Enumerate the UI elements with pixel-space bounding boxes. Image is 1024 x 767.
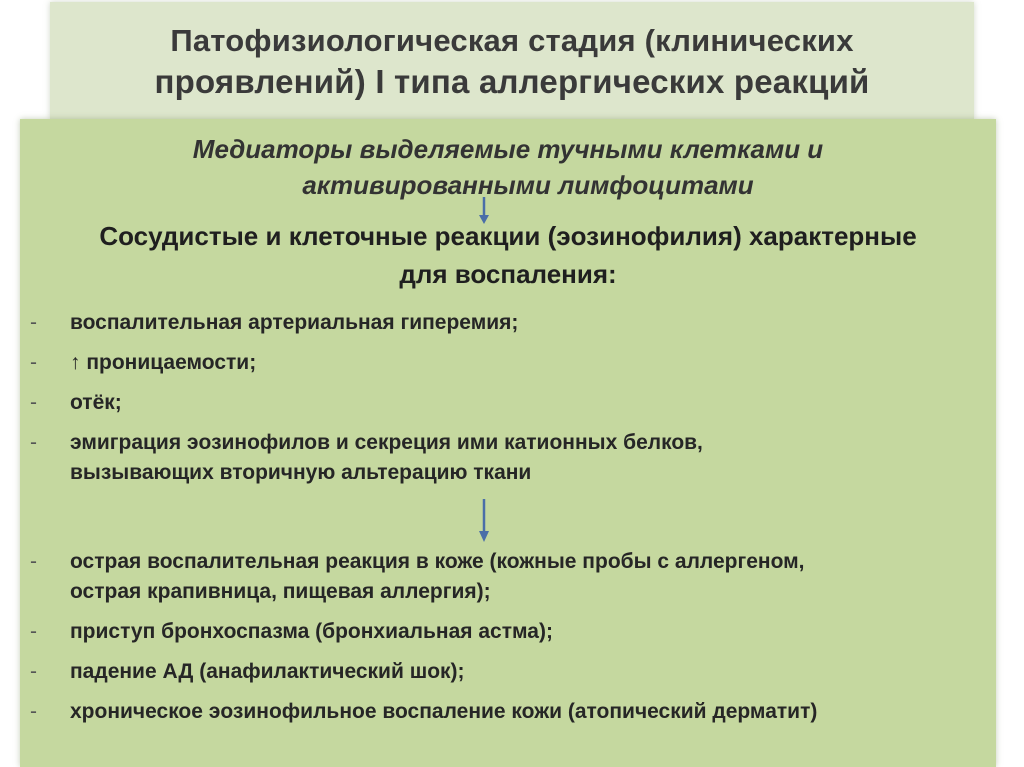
clinical-manifestations-list bbox=[20, 547, 996, 727]
list-dash: - bbox=[30, 311, 37, 334]
list-item-line-1: острая воспалительная реакция в коже (кожные пробы с аллергеном, bbox=[70, 550, 805, 573]
mediators-line-2: активированными лимфоцитами bbox=[302, 170, 754, 200]
list-item bbox=[20, 388, 996, 418]
list-dash: - bbox=[30, 391, 37, 414]
list-item bbox=[20, 697, 996, 727]
list-dash: - bbox=[30, 620, 37, 643]
list-item-text: отёк; bbox=[70, 391, 122, 414]
inflammation-signs-list bbox=[20, 308, 996, 488]
list-item-text: хроническое эозинофильное воспаление кожи (атопический дерматит) bbox=[70, 700, 818, 723]
list-item bbox=[20, 657, 996, 687]
list-item-text bbox=[70, 428, 970, 488]
list-item-text: падение АД (анафилактический шок); bbox=[70, 660, 465, 683]
list-item bbox=[20, 308, 996, 338]
list-item-line-1: эмиграция эозинофилов и секреция ими катионных белков, bbox=[70, 431, 703, 454]
list-item-line-2: вызывающих вторичную альтерацию ткани bbox=[70, 461, 532, 484]
mediators-line-1: Медиаторы выделяемые тучными клетками и bbox=[192, 134, 824, 164]
list-item-line-2: острая крапивница, пищевая аллергия); bbox=[70, 580, 491, 603]
vascular-line-1: Сосудистые и клеточные реакции (эозинофилия) характерные bbox=[99, 221, 917, 251]
title-line-2: проявлений) I типа аллергических реакций bbox=[154, 63, 870, 100]
list-item-text: воспалительная артериальная гиперемия; bbox=[70, 311, 519, 334]
list-dash: - bbox=[30, 431, 37, 454]
list-item bbox=[20, 547, 996, 607]
title-box bbox=[50, 2, 974, 120]
list-dash: - bbox=[30, 700, 37, 723]
vascular-reactions-heading bbox=[20, 217, 996, 293]
list-item-text: приступ бронхоспазма (бронхиальная астма); bbox=[70, 620, 553, 643]
down-arrow-icon bbox=[478, 499, 486, 543]
list-dash: - bbox=[30, 550, 37, 573]
list-item-text bbox=[70, 547, 970, 607]
content-box bbox=[20, 119, 996, 767]
list-item bbox=[20, 428, 996, 488]
list-item bbox=[20, 348, 996, 378]
title-line-1: Патофизиологическая стадия (клинических bbox=[170, 23, 854, 58]
list-dash: - bbox=[30, 660, 37, 683]
list-dash: - bbox=[30, 351, 37, 374]
list-item-text: ↑ проницаемости; bbox=[70, 351, 257, 374]
vascular-line-2: для воспаления: bbox=[399, 259, 617, 289]
mediators-heading bbox=[20, 131, 996, 203]
list-item bbox=[20, 617, 996, 647]
